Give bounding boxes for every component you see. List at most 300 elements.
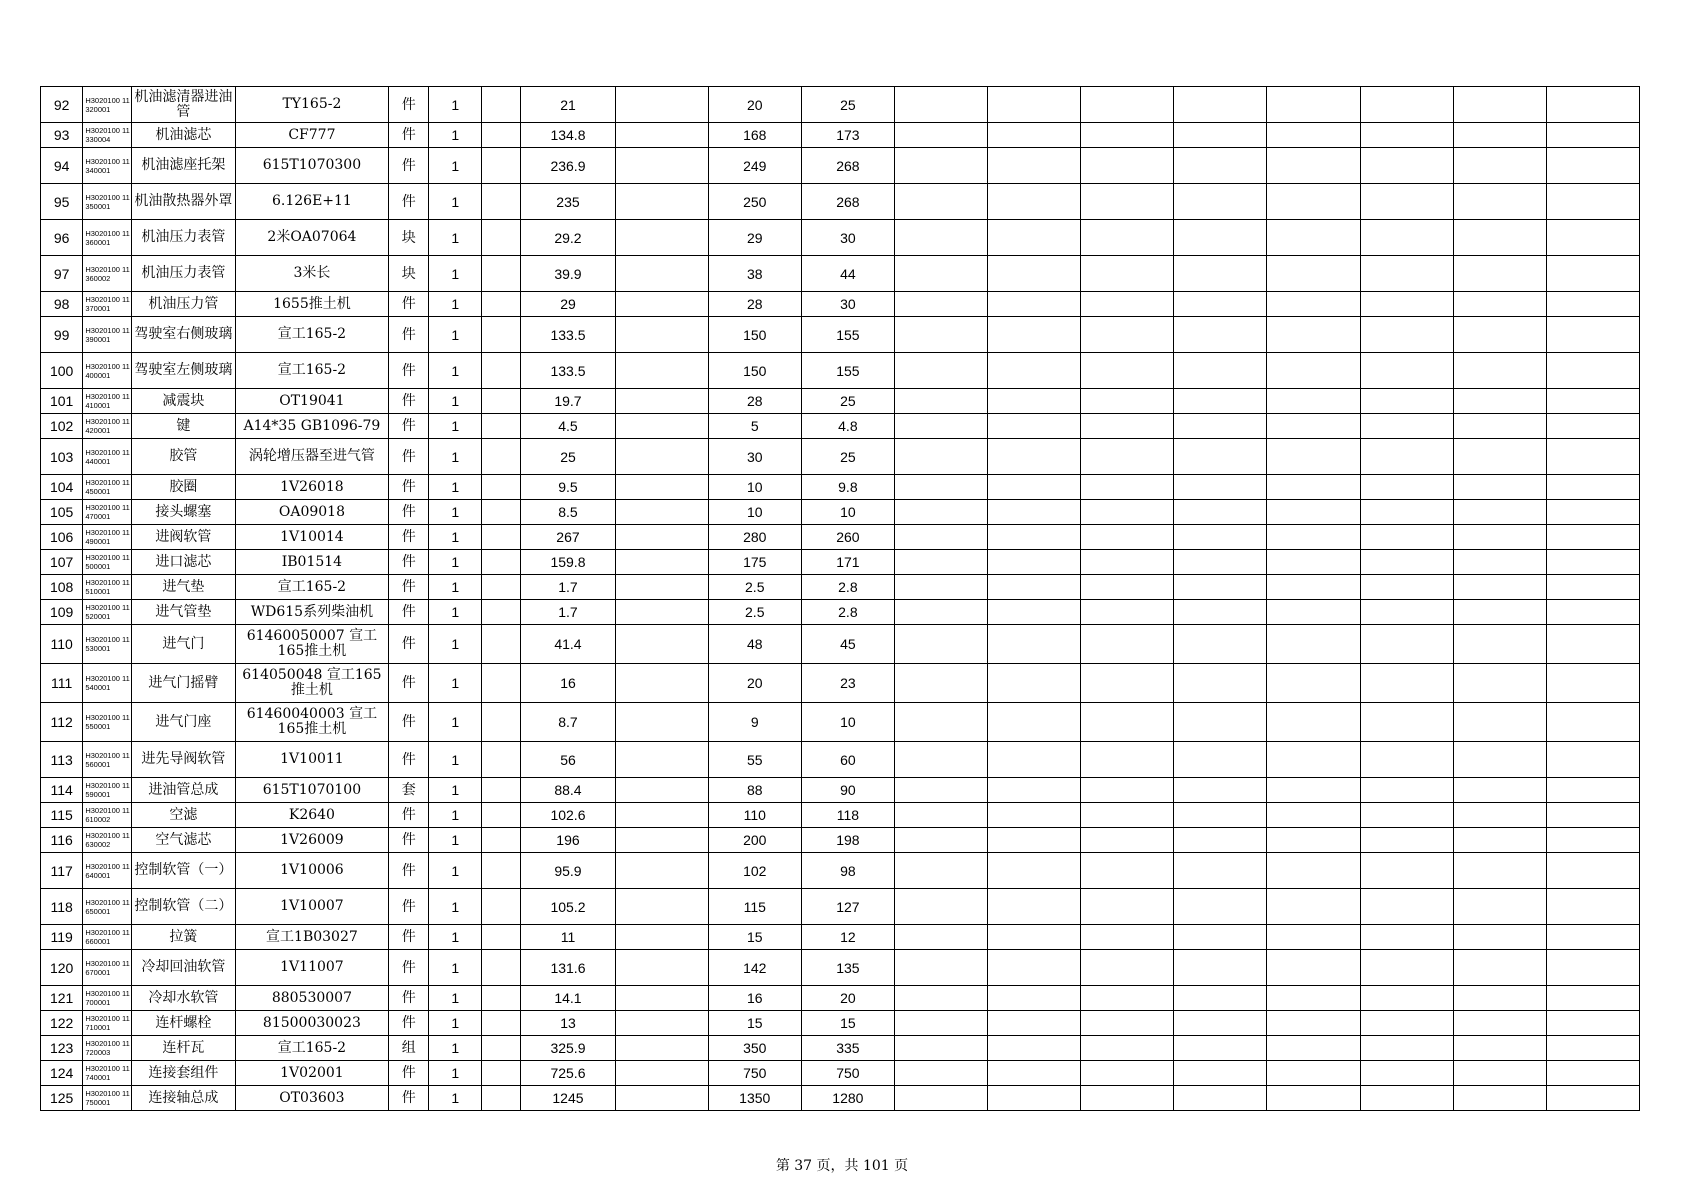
empty-cell	[1546, 87, 1639, 123]
empty-cell	[1081, 1011, 1174, 1036]
item-name: 胶管	[132, 439, 236, 475]
empty-cell	[988, 853, 1081, 889]
empty-cell	[615, 828, 708, 853]
empty-cell	[1453, 742, 1546, 778]
quote-1: 28	[708, 389, 801, 414]
empty-cell	[988, 292, 1081, 317]
quote-1: 142	[708, 950, 801, 986]
empty-cell	[894, 778, 987, 803]
row-number: 100	[41, 353, 83, 389]
empty-cell	[1174, 742, 1267, 778]
item-code: H3020100 11650001	[83, 889, 132, 925]
item-spec: 81500030023	[235, 1011, 388, 1036]
item-name: 机油压力表管	[132, 220, 236, 256]
item-spec: 3米长	[235, 256, 388, 292]
empty-cell	[1267, 925, 1360, 950]
empty-cell	[482, 123, 521, 148]
row-number: 108	[41, 575, 83, 600]
item-spec: 1V26009	[235, 828, 388, 853]
empty-cell	[482, 889, 521, 925]
empty-cell	[1453, 1061, 1546, 1086]
row-number: 97	[41, 256, 83, 292]
quote-1: 750	[708, 1061, 801, 1086]
item-unit: 件	[389, 575, 429, 600]
item-price: 159.8	[521, 550, 615, 575]
item-price: 25	[521, 439, 615, 475]
quote-2: 118	[801, 803, 894, 828]
empty-cell	[615, 950, 708, 986]
empty-cell	[1546, 600, 1639, 625]
empty-cell	[1546, 220, 1639, 256]
quote-2: 9.8	[801, 475, 894, 500]
empty-cell	[1081, 500, 1174, 525]
empty-cell	[1360, 439, 1453, 475]
item-code: H3020100 11550001	[83, 703, 132, 742]
table-body	[41, 87, 1640, 1111]
empty-cell	[1453, 475, 1546, 500]
empty-cell	[1453, 853, 1546, 889]
empty-cell	[988, 389, 1081, 414]
quote-1: 2.5	[708, 575, 801, 600]
item-price: 19.7	[521, 389, 615, 414]
empty-cell	[1546, 828, 1639, 853]
empty-cell	[988, 625, 1081, 664]
item-code: H3020100 11350001	[83, 184, 132, 220]
item-qty: 1	[429, 925, 482, 950]
item-qty: 1	[429, 828, 482, 853]
empty-cell	[1174, 439, 1267, 475]
item-spec: 1V10011	[235, 742, 388, 778]
quote-2: 1280	[801, 1086, 894, 1111]
empty-cell	[1546, 317, 1639, 353]
item-name: 机油散热器外罩	[132, 184, 236, 220]
empty-cell	[1267, 828, 1360, 853]
table-row	[41, 439, 1640, 475]
quote-1: 168	[708, 123, 801, 148]
item-code: H3020100 11410001	[83, 389, 132, 414]
empty-cell	[482, 1086, 521, 1111]
empty-cell	[1174, 184, 1267, 220]
row-number: 96	[41, 220, 83, 256]
table-row	[41, 703, 1640, 742]
item-name: 键	[132, 414, 236, 439]
item-code: H3020100 11720003	[83, 1036, 132, 1061]
item-code: H3020100 11640001	[83, 853, 132, 889]
item-name: 驾驶室左侧玻璃	[132, 353, 236, 389]
empty-cell	[1081, 184, 1174, 220]
item-unit: 件	[389, 625, 429, 664]
empty-cell	[1267, 256, 1360, 292]
empty-cell	[1081, 123, 1174, 148]
item-spec: 宣工1B03027	[235, 925, 388, 950]
empty-cell	[1174, 703, 1267, 742]
table-row	[41, 87, 1640, 123]
empty-cell	[482, 703, 521, 742]
item-spec: WD615系列柴油机	[235, 600, 388, 625]
item-qty: 1	[429, 1061, 482, 1086]
item-price: 8.7	[521, 703, 615, 742]
empty-cell	[894, 292, 987, 317]
item-qty: 1	[429, 625, 482, 664]
quote-2: 10	[801, 500, 894, 525]
item-qty: 1	[429, 703, 482, 742]
item-name: 控制软管（一）	[132, 853, 236, 889]
item-qty: 1	[429, 1086, 482, 1111]
item-unit: 件	[389, 853, 429, 889]
empty-cell	[482, 575, 521, 600]
item-code: H3020100 11420001	[83, 414, 132, 439]
empty-cell	[482, 925, 521, 950]
item-code: H3020100 11700001	[83, 986, 132, 1011]
empty-cell	[1360, 389, 1453, 414]
quote-1: 280	[708, 525, 801, 550]
empty-cell	[1546, 525, 1639, 550]
empty-cell	[1081, 803, 1174, 828]
table-row	[41, 625, 1640, 664]
item-spec: 宣工165-2	[235, 317, 388, 353]
empty-cell	[894, 353, 987, 389]
item-spec: 1V10014	[235, 525, 388, 550]
item-spec: 2米OA07064	[235, 220, 388, 256]
empty-cell	[1360, 828, 1453, 853]
item-price: 16	[521, 664, 615, 703]
empty-cell	[482, 1061, 521, 1086]
row-number: 115	[41, 803, 83, 828]
item-price: 267	[521, 525, 615, 550]
empty-cell	[894, 853, 987, 889]
row-number: 93	[41, 123, 83, 148]
empty-cell	[1174, 500, 1267, 525]
row-number: 112	[41, 703, 83, 742]
table-row	[41, 256, 1640, 292]
empty-cell	[894, 803, 987, 828]
item-price: 41.4	[521, 625, 615, 664]
quote-1: 10	[708, 475, 801, 500]
empty-cell	[894, 625, 987, 664]
empty-cell	[1267, 439, 1360, 475]
item-qty: 1	[429, 475, 482, 500]
empty-cell	[1546, 292, 1639, 317]
empty-cell	[1174, 220, 1267, 256]
empty-cell	[894, 414, 987, 439]
empty-cell	[1174, 475, 1267, 500]
row-number: 118	[41, 889, 83, 925]
item-qty: 1	[429, 803, 482, 828]
empty-cell	[615, 292, 708, 317]
empty-cell	[1267, 292, 1360, 317]
item-unit: 件	[389, 950, 429, 986]
empty-cell	[1546, 353, 1639, 389]
empty-cell	[1267, 353, 1360, 389]
empty-cell	[894, 317, 987, 353]
empty-cell	[1453, 575, 1546, 600]
empty-cell	[1453, 925, 1546, 950]
item-name: 进气门	[132, 625, 236, 664]
item-code: H3020100 11440001	[83, 439, 132, 475]
empty-cell	[482, 184, 521, 220]
item-qty: 1	[429, 664, 482, 703]
empty-cell	[482, 439, 521, 475]
empty-cell	[1453, 292, 1546, 317]
item-spec: 宣工165-2	[235, 1036, 388, 1061]
quote-2: 335	[801, 1036, 894, 1061]
item-qty: 1	[429, 220, 482, 256]
empty-cell	[1174, 317, 1267, 353]
empty-cell	[1360, 220, 1453, 256]
item-unit: 件	[389, 703, 429, 742]
row-number: 119	[41, 925, 83, 950]
empty-cell	[1453, 525, 1546, 550]
quote-1: 9	[708, 703, 801, 742]
quote-1: 150	[708, 353, 801, 389]
empty-cell	[1546, 184, 1639, 220]
quote-1: 15	[708, 1011, 801, 1036]
empty-cell	[1546, 853, 1639, 889]
empty-cell	[1453, 389, 1546, 414]
empty-cell	[1174, 1061, 1267, 1086]
empty-cell	[1360, 1061, 1453, 1086]
empty-cell	[1267, 148, 1360, 184]
quote-2: 268	[801, 148, 894, 184]
table-row	[41, 389, 1640, 414]
empty-cell	[615, 550, 708, 575]
row-number: 121	[41, 986, 83, 1011]
empty-cell	[1267, 1086, 1360, 1111]
row-number: 124	[41, 1061, 83, 1086]
empty-cell	[615, 600, 708, 625]
empty-cell	[988, 703, 1081, 742]
empty-cell	[1267, 986, 1360, 1011]
item-name: 胶圈	[132, 475, 236, 500]
quote-2: 12	[801, 925, 894, 950]
empty-cell	[1267, 414, 1360, 439]
empty-cell	[1267, 389, 1360, 414]
empty-cell	[894, 986, 987, 1011]
empty-cell	[482, 550, 521, 575]
empty-cell	[1546, 550, 1639, 575]
item-qty: 1	[429, 1036, 482, 1061]
item-name: 机油压力表管	[132, 256, 236, 292]
row-number: 104	[41, 475, 83, 500]
table-row	[41, 986, 1640, 1011]
empty-cell	[1267, 600, 1360, 625]
empty-cell	[1546, 1036, 1639, 1061]
item-price: 11	[521, 925, 615, 950]
quote-1: 150	[708, 317, 801, 353]
empty-cell	[894, 742, 987, 778]
quote-2: 155	[801, 317, 894, 353]
empty-cell	[1546, 925, 1639, 950]
item-qty: 1	[429, 256, 482, 292]
item-unit: 件	[389, 389, 429, 414]
empty-cell	[1546, 1086, 1639, 1111]
empty-cell	[1453, 1011, 1546, 1036]
empty-cell	[894, 600, 987, 625]
item-price: 29	[521, 292, 615, 317]
item-name: 机油滤清器进油管	[132, 87, 236, 123]
item-qty: 1	[429, 986, 482, 1011]
item-price: 131.6	[521, 950, 615, 986]
item-qty: 1	[429, 778, 482, 803]
empty-cell	[1174, 353, 1267, 389]
empty-cell	[1174, 87, 1267, 123]
empty-cell	[894, 87, 987, 123]
item-qty: 1	[429, 575, 482, 600]
empty-cell	[1174, 1036, 1267, 1061]
empty-cell	[1174, 1011, 1267, 1036]
item-spec: OT03603	[235, 1086, 388, 1111]
item-unit: 件	[389, 600, 429, 625]
empty-cell	[1081, 625, 1174, 664]
empty-cell	[1453, 220, 1546, 256]
empty-cell	[615, 742, 708, 778]
empty-cell	[1267, 184, 1360, 220]
item-price: 4.5	[521, 414, 615, 439]
empty-cell	[1360, 742, 1453, 778]
quote-2: 25	[801, 389, 894, 414]
empty-cell	[1360, 1011, 1453, 1036]
empty-cell	[482, 778, 521, 803]
item-price: 13	[521, 1011, 615, 1036]
empty-cell	[615, 853, 708, 889]
empty-cell	[1267, 317, 1360, 353]
item-spec: 1V10007	[235, 889, 388, 925]
empty-cell	[1546, 664, 1639, 703]
empty-cell	[1546, 742, 1639, 778]
table-row	[41, 123, 1640, 148]
item-price: 196	[521, 828, 615, 853]
quote-1: 200	[708, 828, 801, 853]
item-spec: 1V26018	[235, 475, 388, 500]
empty-cell	[1360, 575, 1453, 600]
empty-cell	[1174, 256, 1267, 292]
quote-2: 171	[801, 550, 894, 575]
empty-cell	[1174, 778, 1267, 803]
item-code: H3020100 11470001	[83, 500, 132, 525]
empty-cell	[1174, 986, 1267, 1011]
empty-cell	[1453, 317, 1546, 353]
empty-cell	[1267, 853, 1360, 889]
empty-cell	[615, 256, 708, 292]
item-qty: 1	[429, 292, 482, 317]
item-code: H3020100 11390001	[83, 317, 132, 353]
item-unit: 件	[389, 925, 429, 950]
empty-cell	[894, 1036, 987, 1061]
empty-cell	[988, 123, 1081, 148]
empty-cell	[1360, 1036, 1453, 1061]
item-price: 39.9	[521, 256, 615, 292]
item-code: H3020100 11520001	[83, 600, 132, 625]
empty-cell	[1174, 803, 1267, 828]
item-code: H3020100 11360001	[83, 220, 132, 256]
item-price: 134.8	[521, 123, 615, 148]
item-name: 控制软管（二）	[132, 889, 236, 925]
item-unit: 件	[389, 123, 429, 148]
item-spec: OT19041	[235, 389, 388, 414]
empty-cell	[1360, 292, 1453, 317]
item-spec: K2640	[235, 803, 388, 828]
row-number: 101	[41, 389, 83, 414]
item-unit: 块	[389, 256, 429, 292]
quote-1: 38	[708, 256, 801, 292]
empty-cell	[894, 925, 987, 950]
quote-1: 16	[708, 986, 801, 1011]
quote-2: 135	[801, 950, 894, 986]
empty-cell	[615, 778, 708, 803]
empty-cell	[1546, 950, 1639, 986]
table-row	[41, 575, 1640, 600]
item-price: 14.1	[521, 986, 615, 1011]
quote-1: 2.5	[708, 600, 801, 625]
row-number: 92	[41, 87, 83, 123]
quote-2: 30	[801, 292, 894, 317]
empty-cell	[1267, 778, 1360, 803]
item-unit: 件	[389, 353, 429, 389]
item-price: 1.7	[521, 575, 615, 600]
item-spec: CF777	[235, 123, 388, 148]
empty-cell	[1174, 600, 1267, 625]
quote-1: 175	[708, 550, 801, 575]
empty-cell	[1081, 889, 1174, 925]
item-name: 空滤	[132, 803, 236, 828]
empty-cell	[1174, 664, 1267, 703]
item-qty: 1	[429, 742, 482, 778]
empty-cell	[1081, 703, 1174, 742]
empty-cell	[482, 389, 521, 414]
empty-cell	[482, 1036, 521, 1061]
item-spec: 涡轮增压器至进气管	[235, 439, 388, 475]
row-number: 122	[41, 1011, 83, 1036]
row-number: 116	[41, 828, 83, 853]
quote-2: 98	[801, 853, 894, 889]
empty-cell	[988, 439, 1081, 475]
table-row	[41, 475, 1640, 500]
empty-cell	[1267, 87, 1360, 123]
empty-cell	[1267, 550, 1360, 575]
empty-cell	[1360, 889, 1453, 925]
empty-cell	[1174, 950, 1267, 986]
item-qty: 1	[429, 600, 482, 625]
empty-cell	[1546, 803, 1639, 828]
quote-1: 20	[708, 87, 801, 123]
empty-cell	[988, 828, 1081, 853]
empty-cell	[894, 703, 987, 742]
empty-cell	[482, 256, 521, 292]
empty-cell	[894, 1011, 987, 1036]
empty-cell	[1081, 525, 1174, 550]
item-code: H3020100 11610002	[83, 803, 132, 828]
empty-cell	[1360, 525, 1453, 550]
item-name: 接头螺塞	[132, 500, 236, 525]
empty-cell	[1081, 317, 1174, 353]
quote-2: 44	[801, 256, 894, 292]
empty-cell	[1360, 550, 1453, 575]
item-spec: 880530007	[235, 986, 388, 1011]
quote-2: 750	[801, 1061, 894, 1086]
empty-cell	[1360, 148, 1453, 184]
row-number: 109	[41, 600, 83, 625]
item-unit: 件	[389, 986, 429, 1011]
item-name: 减震块	[132, 389, 236, 414]
table-row	[41, 184, 1640, 220]
empty-cell	[1360, 414, 1453, 439]
empty-cell	[1360, 803, 1453, 828]
empty-cell	[615, 123, 708, 148]
item-code: H3020100 11500001	[83, 550, 132, 575]
item-name: 机油滤座托架	[132, 148, 236, 184]
empty-cell	[1453, 414, 1546, 439]
empty-cell	[615, 703, 708, 742]
